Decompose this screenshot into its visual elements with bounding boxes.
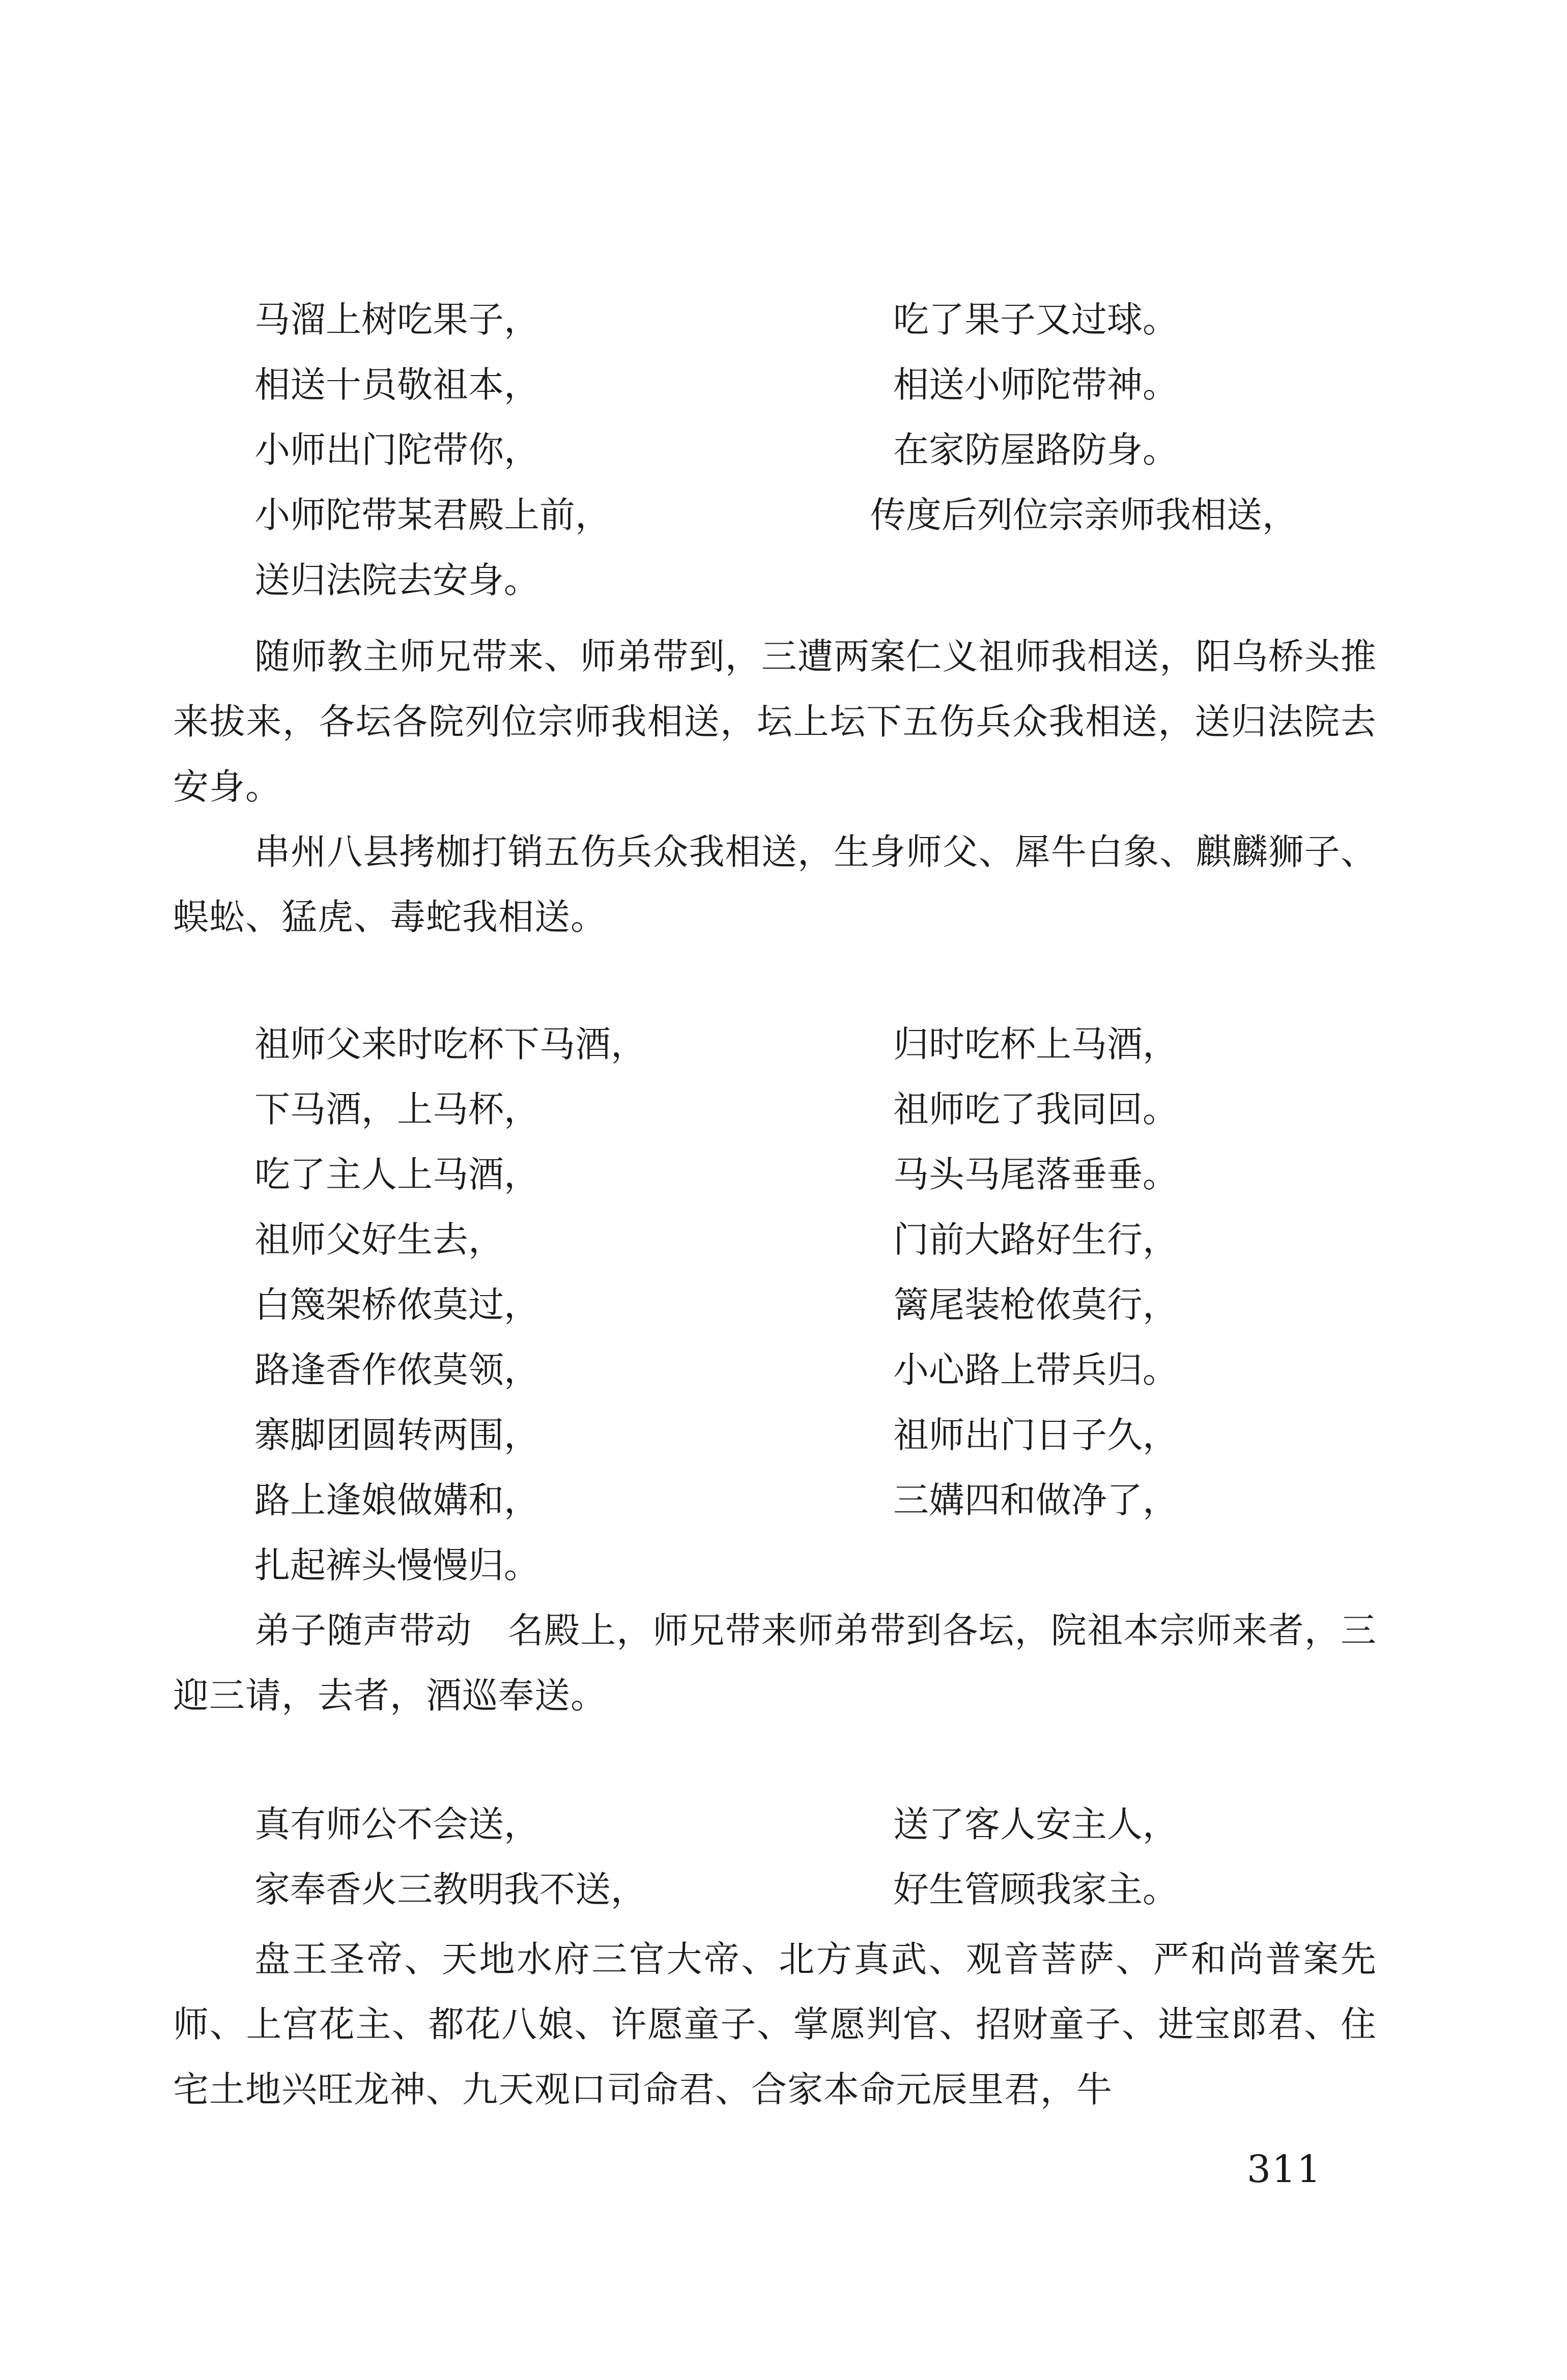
verse-left-text: 祖师父来时吃杯下马酒， <box>254 1023 646 1065</box>
verse-block-1 <box>0 299 1567 625</box>
verse-left-text: 小师出门陀带你， <box>254 429 539 471</box>
verse-right-text: 送了客人安主人， <box>893 1803 1178 1845</box>
verse-left-text: 家奉香火三教明我不送， <box>254 1869 646 1910</box>
verse-right-text: 祖师吃了我同回。 <box>893 1088 1178 1130</box>
verse-line <box>0 1480 1567 1545</box>
verse-right-text: 三媾四和做净了， <box>893 1479 1178 1521</box>
verse-right-text: 小心路上带兵归。 <box>893 1349 1178 1391</box>
verse-line <box>0 1089 1567 1154</box>
verse-left-text: 送归法院去安身。 <box>254 559 539 601</box>
verse-line <box>0 1350 1567 1415</box>
verse-right-text: 祖师出门日子久， <box>893 1414 1178 1456</box>
verse-line <box>0 1024 1567 1089</box>
verse-left-text: 寨脚团圆转两围， <box>254 1414 539 1456</box>
verse-line <box>0 1804 1567 1869</box>
verse-right-text: 传度后列位宗亲师我相送， <box>870 494 1298 536</box>
verse-block-3 <box>0 1804 1567 1934</box>
verse-right-text: 在家防屋路防身。 <box>893 429 1178 471</box>
verse-line <box>0 1415 1567 1480</box>
page-number: 311 <box>1247 2147 1322 2191</box>
verse-left-text: 扎起裤头慢慢归。 <box>254 1544 539 1586</box>
verse-line <box>0 560 1567 625</box>
verse-line <box>0 1869 1567 1934</box>
verse-line <box>0 495 1567 560</box>
verse-right-text: 马头马尾落垂垂。 <box>893 1154 1178 1195</box>
paragraph-1: 随师教主师兄带来、师弟带到，三遭两案仁义祖师我相送，阳乌桥头推来拔来，各坛各院列位宗师我相送，坛上坛下五伤兵众我相送，送归法院去安身。 <box>173 636 1377 808</box>
verse-block-2 <box>0 1024 1567 1610</box>
verse-right-text: 好生管顾我家主。 <box>893 1869 1178 1910</box>
verse-line <box>0 1219 1567 1284</box>
paragraph-3: 弟子随声带动 名殿上，师兄带来师弟带到各坛，院祖本宗师来者，三迎三请，去者，酒巡奉送。 <box>173 1610 1377 1716</box>
verse-right-text: 吃了果子又过球。 <box>893 299 1178 340</box>
paragraph-2: 串州八县拷枷打销五伤兵众我相送，生身师父、犀牛白象、麒麟狮子、蜈蚣、猛虎、毒蛇我相送。 <box>173 831 1377 938</box>
verse-left-text: 白篾架桥侬莫过， <box>254 1284 539 1326</box>
verse-line <box>0 1154 1567 1219</box>
verse-left-text: 路逢香作侬莫领， <box>254 1349 539 1391</box>
verse-left-text: 下马酒，上马杯， <box>254 1088 539 1130</box>
verse-left-text: 相送十员敬祖本， <box>254 364 539 406</box>
verse-right-text: 相送小师陀带神。 <box>893 364 1178 406</box>
verse-line <box>0 1284 1567 1350</box>
verse-left-text: 吃了主人上马酒， <box>254 1154 539 1195</box>
verse-line <box>0 364 1567 429</box>
verse-right-text: 门前大路好生行， <box>893 1219 1178 1260</box>
verse-line <box>0 299 1567 364</box>
verse-right-text: 篱尾装枪侬莫行， <box>893 1284 1178 1326</box>
verse-left-text: 小师陀带某君殿上前， <box>254 494 611 536</box>
verse-left-text: 马溜上树吃果子， <box>254 299 539 340</box>
verse-left-text: 路上逢娘做媾和， <box>254 1479 539 1521</box>
verse-right-text: 归时吃杯上马酒， <box>893 1023 1178 1065</box>
verse-line <box>0 429 1567 495</box>
paragraph-4: 盘王圣帝、天地水府三官大帝、北方真武、观音菩萨、严和尚普案先师、上宫花主、都花八娘、许愿童子、掌愿判官、招财童子、进宝郎君、住宅土地兴旺龙神、九天观口司命君、合家本命元辰里君，牛 <box>173 1938 1377 2110</box>
verse-left-text: 祖师父好生去， <box>254 1219 504 1260</box>
verse-left-text: 真有师公不会送， <box>254 1803 539 1845</box>
